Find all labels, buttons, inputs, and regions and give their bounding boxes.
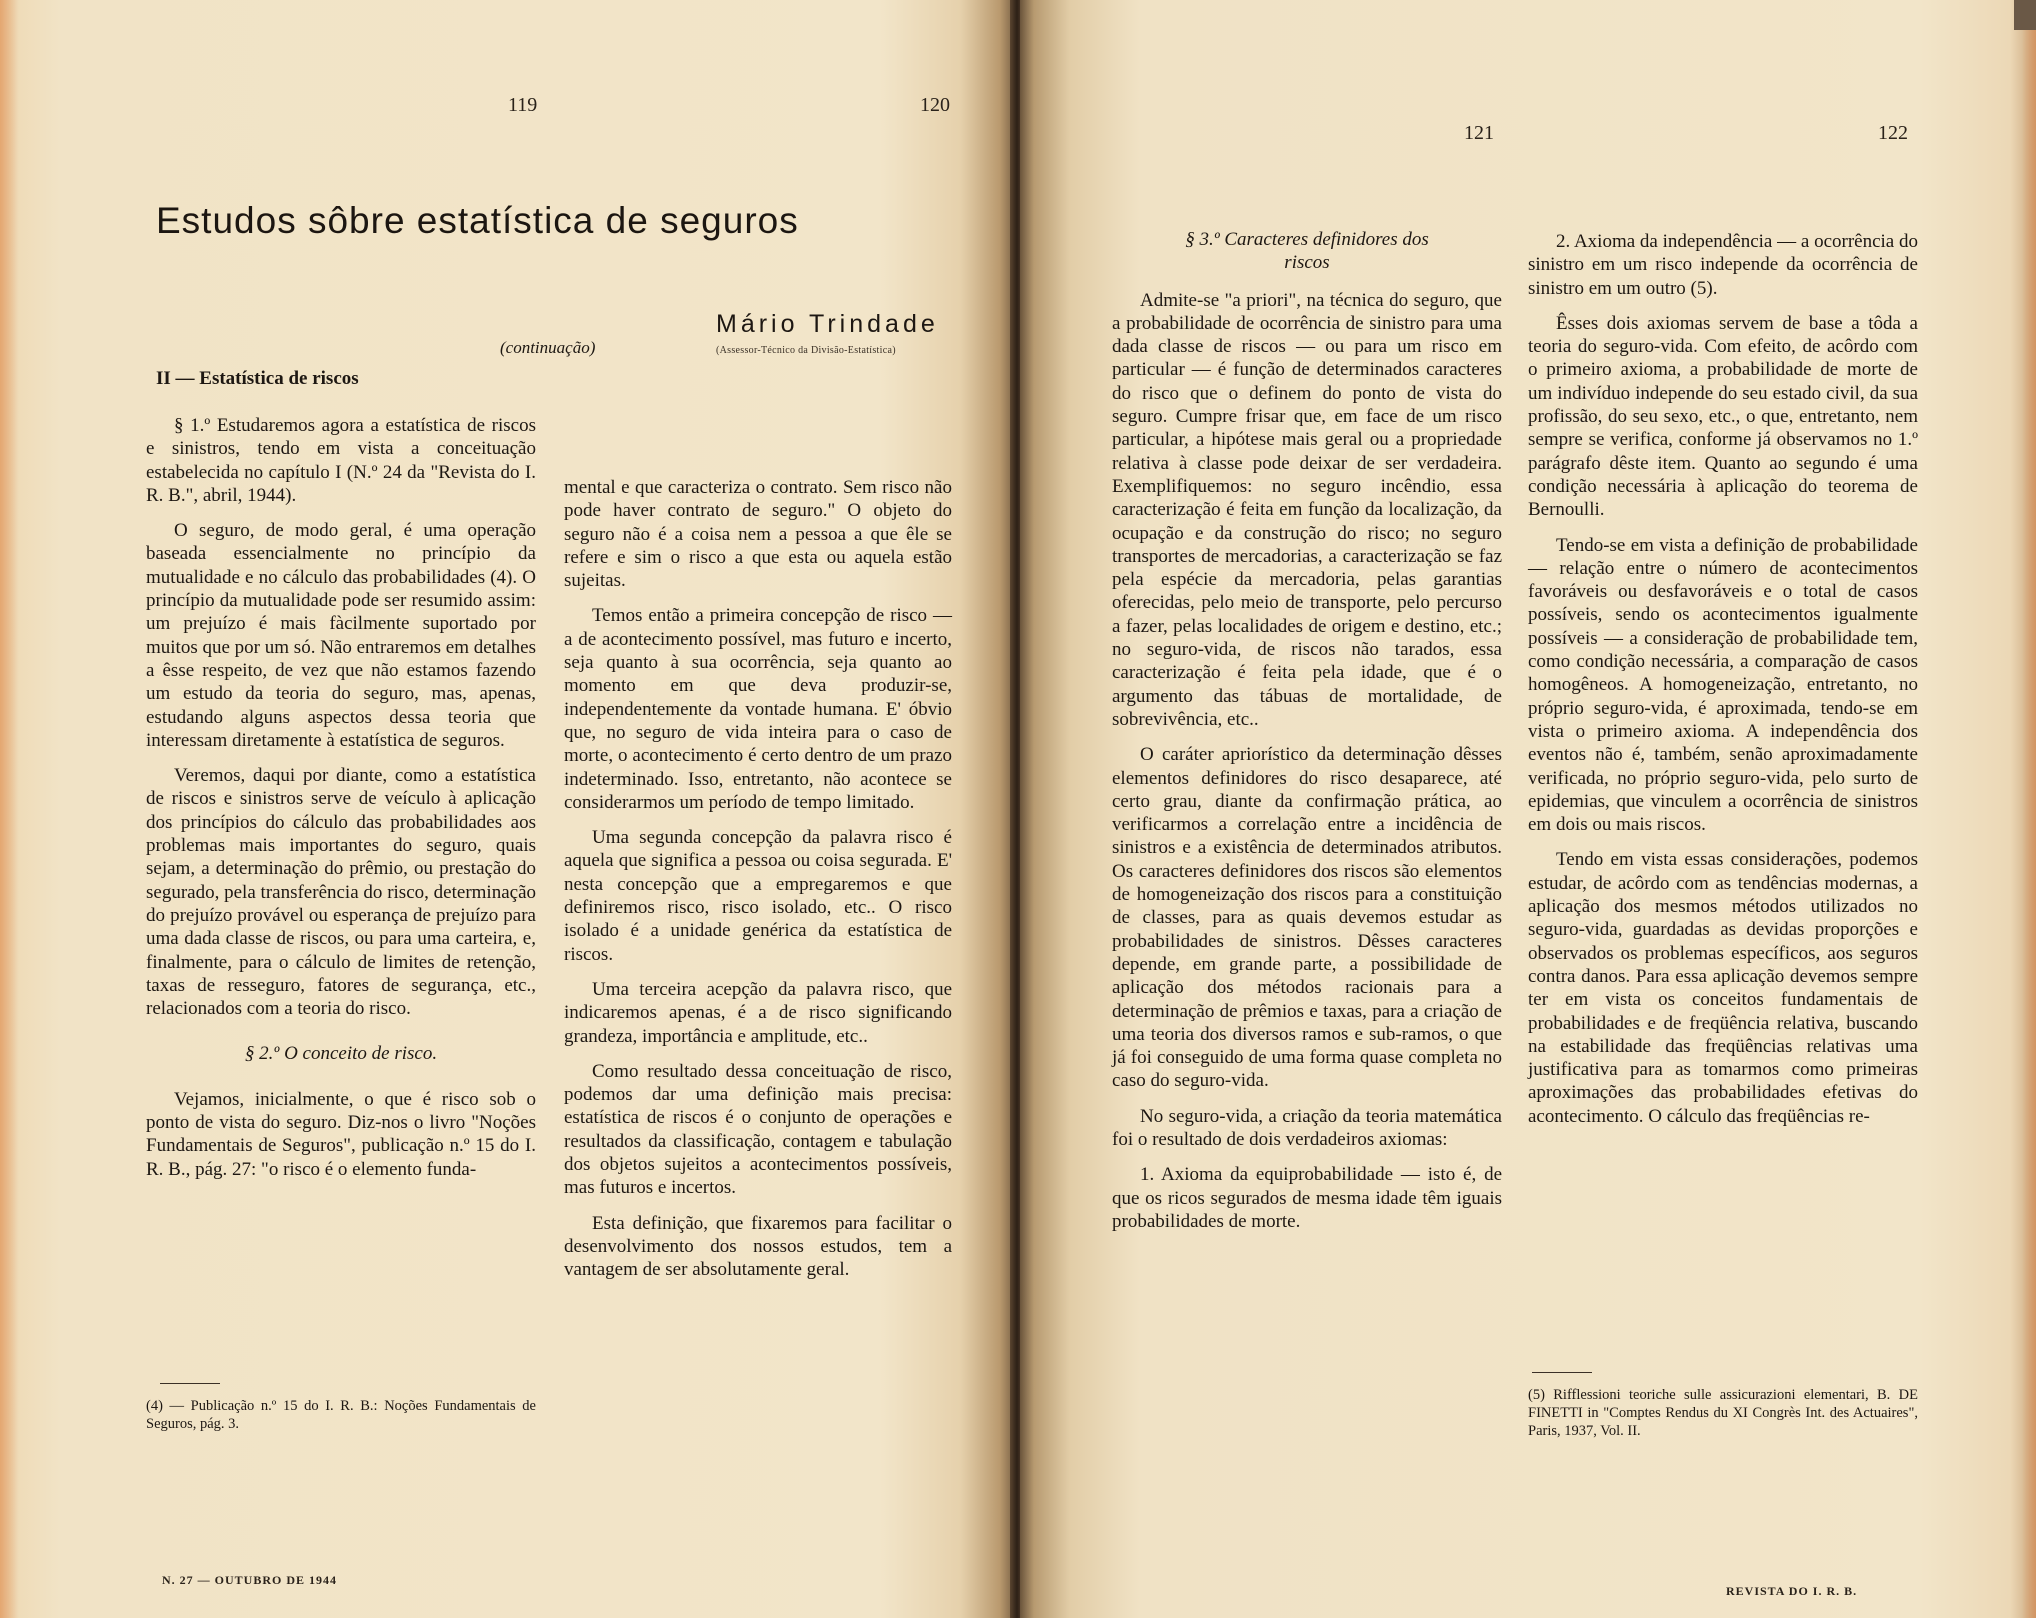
paragraph: Admite-se "a priori", na técnica do seguro, que a probabilidade de ocorrência de sinistro para uma dada classe de riscos — ou para um risco em particular — é função de determinados caracteres do risco que o definem do ponto de vista do seguro. Cumpre frisar que, em face de um risco particular, a hipótese mais geral ou a propriedade relativa à classe pode deixar de ser verdadeira. Exemplifiquemos: no seguro incêndio, essa caracterização é feita em função da localização, da ocupação e da construção do risco; no seguro transportes de mercadorias, a caracterização se faz pela espécie da mercadoria, pelas garantias oferecidas, pelo meio de transporte, pelo percurso a fazer, pelas localidades de origem e destino, etc.; no seguro-vida, de riscos não tarados, essa caracterização é feita pela idade, que é o argumento das tábuas de mortalidade, de sobrevivência, etc..	[1112, 289, 1502, 730]
footnote-4: (4) — Publicação n.º 15 do I. R. B.: Noções Fundamentais de Seguros, pág. 3.	[146, 1398, 536, 1432]
page-number-121: 121	[1464, 122, 1494, 144]
paragraph: No seguro-vida, a criação da teoria matemática foi o resultado de dois verdadeiros axiomas:	[1112, 1105, 1502, 1150]
paragraph: Tendo-se em vista a definição de probabilidade — relação entre o número de acontecimentos favoráveis ou desfavoráveis e o total de casos possíveis, sendo os acontecimentos igualmente possíveis — a consideração de probabilidade tem, como condição necessária, a comparação de casos homogêneos. A homogeneização, entretanto, no próprio seguro-vida, é aproximada, tendo-se em vista o primeiro axioma. A independência dos eventos não é, também, senão aproximadamente verificada, no próprio seguro-vida, pelo surto de epidemias, que vinculem a ocorrência de sinistros em dois ou mais riscos.	[1528, 534, 1918, 836]
left-sheet	[0, 0, 1014, 1618]
paragraph: Vejamos, inicialmente, o que é risco sob o ponto de vista do seguro. Diz-nos o livro "Noções Fundamentais de Seguros", publicação n.º 15 do I. R. B., pág. 27: "o risco é o elemento funda-	[146, 1088, 536, 1180]
journal-footer: REVISTA DO I. R. B.	[1726, 1584, 1858, 1598]
page-119-column	[146, 414, 536, 1193]
continuation-note: (continuação)	[500, 338, 596, 357]
article-author: Mário Trindade	[716, 310, 939, 338]
background-corner	[2014, 0, 2036, 30]
paragraph: Temos então a primeira concepção de risco — a de acontecimento possível, mas futuro e incerto, seja quanto à sua ocorrência, seja quanto ao momento em que deva produzir-se, independentemente da vontade humana. E' óbvio que, no seguro de vida inteira para o caso de morte, o acontecimento é certo dentro de um prazo indeterminado. Isso, entretanto, não acontece se considerarmos um período de tempo limitado.	[564, 605, 952, 813]
paragraph: mental e que caracteriza o contrato. Sem risco não pode haver contrato de seguro." O objeto do seguro não é a coisa nem a pessoa a que êle se refere e sim o risco a que esta ou aquela estão sujeitas.	[564, 477, 952, 592]
paragraph: Veremos, daqui por diante, como a estatística de riscos e sinistros serve de veículo à aplicação dos princípios do cálculo das probabilidades aos problemas mais importantes do seguro, quais sejam, a determinação do prêmio, ou prestação do segurado, pela transferência do risco, determinação do prejuízo provável ou esperança de prejuízo para uma dada classe de riscos, ou para uma carteira, e, finalmente, para o cálculo de limites de retenção, taxas de resseguro, fatores de segurança, etc., relacionados com a teoria do risco.	[146, 765, 536, 1020]
issue-footer: N. 27 — OUTUBRO DE 1944	[162, 1573, 338, 1587]
page-number-122: 122	[1878, 122, 1908, 144]
page-122-column	[1528, 230, 1918, 1140]
page-edge-stain	[2022, 0, 2036, 1618]
page-120-column	[564, 476, 952, 1294]
paragraph: Como resultado dessa conceituação de risco, podemos dar uma definição mais precisa: estatística de riscos é o conjunto de operações e resultados da classificação, contagem e tabulação dos objetos sujeitos a acontecimentos possíveis, mas futuros e incertos.	[564, 1060, 952, 1199]
page-number-119: 119	[508, 94, 538, 116]
page-121-column	[1112, 222, 1502, 1245]
page-number-120: 120	[920, 94, 950, 116]
footnote-rule	[160, 1383, 220, 1384]
author-role: (Assessor-Técnico da Divisão-Estatística)	[716, 345, 896, 356]
subheading: § 3.º Caracteres definidores dos riscos	[1185, 229, 1429, 274]
paragraph: O seguro, de modo geral, é uma operação baseada essencialmente no princípio da mutualidade e no cálculo das probabilidades (4). O princípio da mutualidade pode ser resumido assim: um prejuízo é mais fàcilmente suportado por muitos que por um só. Não entraremos em detalhes a êsse respeito, de vez que não estamos fazendo um estudo da teoria do seguro, mas, apenas, estudando alguns aspectos dessa teoria que interessam diretamente à estatística de seguros.	[146, 520, 536, 751]
paragraph: Esta definição, que fixaremos para facilitar o desenvolvimento dos nossos estudos, tem a vantagem de ser absolutamente geral.	[564, 1212, 952, 1281]
paragraph: Uma segunda concepção da palavra risco é aquela que significa a pessoa ou coisa segurada. E' nesta concepção que a empregaremos e que definiremos risco, risco isolado, etc.. O risco isolado é a unidade genérica da estatística de riscos.	[564, 827, 952, 965]
paragraph: Tendo em vista essas considerações, podemos estudar, de acôrdo com as tendências modernas, a aplicação dos mesmos métodos utilizados no seguro-vida, guardadas as devidas proporções e observados os problemas específicos, aos seguros contra danos. Para essa aplicação devemos sempre ter em vista os conceitos fundamentais de probabilidades e de freqüência relativa, buscando na estabilidade das freqüências relativas uma justificativa para as tomarmos como primeiras aproximações das probabilidades efetivas do acontecimento. O cálculo das freqüências re-	[1528, 849, 1918, 1127]
footnote-rule	[1532, 1372, 1592, 1373]
subheading: § 2.º O conceito de risco.	[244, 1043, 438, 1065]
page-edge-stain	[0, 0, 18, 1618]
paragraph: Uma terceira acepção da palavra risco, que indicaremos apenas, é a de risco significando grandeza, importância e amplitude, etc..	[564, 978, 952, 1047]
footnote-5: (5) Rifflessioni teoriche sulle assicurazioni elementari, B. DE FINETTI in "Comptes Rendus du XI Congrès Int. des Actuaires", Paris, 1937, Vol. II.	[1528, 1387, 1918, 1439]
paragraph: § 1.º Estudaremos agora a estatística de riscos e sinistros, tendo em vista a conceituação estabelecida no capítulo I (N.º 24 da "Revista do I. R. B.", abril, 1944).	[146, 415, 536, 506]
paragraph: Êsses dois axiomas servem de base a tôda a teoria do seguro-vida. Com efeito, de acôrdo com o primeiro axioma, a probabilidade de morte de um indivíduo independe do seu estado civil, da sua profissão, do seu sexo, etc., o que, entretanto, nem sempre se verifica, conforme já observamos no 1.º parágrafo dêste item. Quanto ao segundo é uma condição necessária à aplicação do teorema de Bernoulli.	[1528, 312, 1918, 521]
paragraph: 1. Axioma da equiprobabilidade — isto é, de que os ricos segurados de mesma idade têm iguais probabilidades de morte.	[1112, 1164, 1502, 1232]
paragraph: O caráter apriorístico da determinação dêsses elementos definidores do risco desaparece, até certo grau, diante da confirmação prática, ao verificarmos a correlação entre a incidência de sinistros e a existência de determinados atributos. Os caracteres definidores dos riscos são elementos de homogeneização dos riscos para a constituição de classes, para as quais devemos estudar as probabilidades de sinistros. Dêsses caracteres depende, em grande parte, a possibilidade de aplicação dos métodos racionais para a determinação de prêmios e taxas, para a criação de uma teoria dos diversos ramos e sub-ramos, o que já foi conseguido de uma forma quase completa no caso do seguro-vida.	[1112, 744, 1502, 1092]
right-sheet	[1020, 0, 2036, 1618]
section-heading: II — Estatística de riscos	[156, 368, 359, 389]
article-title: Estudos sôbre estatística de seguros	[156, 200, 799, 241]
paragraph: 2. Axioma da independência — a ocorrência do sinistro em um risco independe da ocorrência de sinistro em um outro (5).	[1528, 231, 1918, 299]
